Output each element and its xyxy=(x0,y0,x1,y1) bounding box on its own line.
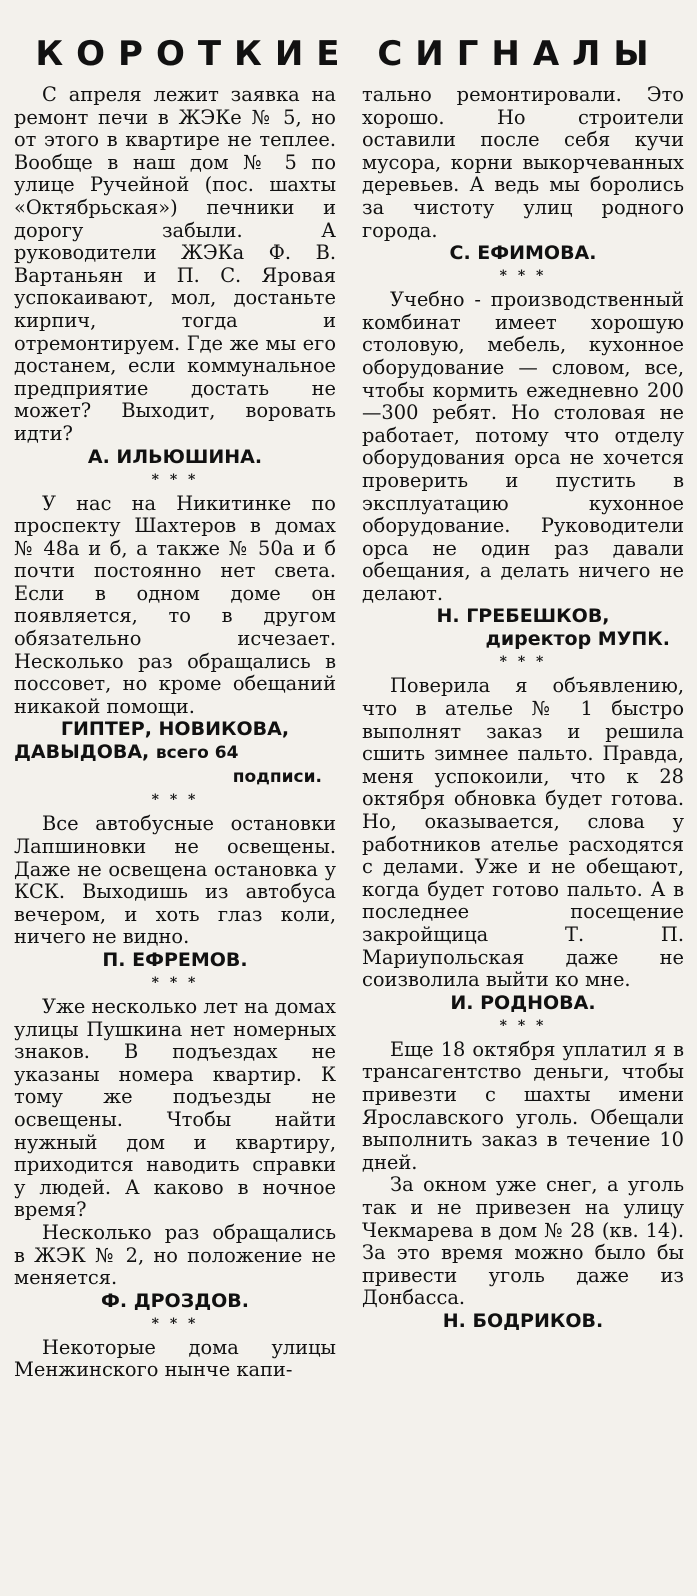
separator-stars: * * * xyxy=(499,268,547,285)
signature: Ф. ДРОЗДОВ. xyxy=(101,1289,249,1312)
article-nomera xyxy=(14,996,336,1313)
separator-stars: * * * xyxy=(499,654,547,671)
article-svet xyxy=(14,493,336,790)
separator-stars: * * * xyxy=(499,1017,547,1034)
signature: ГИПТЕР, НОВИКОВА, xyxy=(60,718,290,741)
article-text: Поверила я объявлению, что в ателье № 1 быстро выполнят заказ и решила сшить зимнее пальто. Правда, меня успокоили, что к 28 октября обновка будет готова. Но, оказывается, слова у работников ателье расходятся с делами. Уже и не обещают, когда будет готово пальто. А в последнее посещение закройщица Т. П. Мариупольская даже не соизволила выйти ко мне. xyxy=(362,674,684,992)
signature: Н. БОДРИКОВ. xyxy=(442,1309,604,1332)
article-text: С апреля лежит заявка на ремонт печи в ЖЭКе № 5, но от этого в квартире не теплее. Вообще в наш дом № 5 по улице Ручейной (пос. шахты «Октябрьская») печники и дорогу забыли. А руководители ЖЭКа Ф. В. Вартаньян и П. С. Яровая успокаивают, мол, достаньте кирпич, тогда и отремонтируем. Где же мы его достанем, если коммунальное предприятие достать не может? Выходит, воровать идти? xyxy=(14,83,336,445)
article-pechi xyxy=(14,84,336,469)
separator-stars: * * * xyxy=(151,1315,199,1332)
article-ugol xyxy=(362,1039,684,1333)
separator-stars: * * * xyxy=(151,975,199,991)
signature: П. ЕФРЕМОВ. xyxy=(102,949,248,971)
article-text: Уже несколько лет на домах улицы Пушкина нет номерных знаков. В подъездах не указаны номера квартир. К тому же подъезды не освещены. Чтобы найти нужный дом и квартиру, приходится наводить справки у людей. А каково в ночное время? xyxy=(14,995,336,1222)
article-text: Учебно - производственный комбинат имеет хорошую столовую, мебель, кухонное оборудование — словом, все, чтобы кормить ежедневно 200—300 ребят. Но столовая не работает, потому что отделу оборудования орса не хочется проверить и пустить в эксплуатацию кухонное оборудование. Руководители орса не один раз давали обещания, а делать ничего не делают. xyxy=(362,288,684,605)
signature-names: ДАВЫДОВА, xyxy=(14,741,150,764)
signature: С. ЕФИМОВА. xyxy=(449,242,597,265)
article-text: Некоторые дома улицы Менжинского нынче капи- xyxy=(14,1335,336,1382)
signature-note: всего 64 xyxy=(155,743,239,764)
left-column xyxy=(14,84,336,1382)
signature-note: подписи. xyxy=(232,767,322,788)
article-stolovaya xyxy=(362,289,684,651)
article-menzhinskogo-cont xyxy=(362,84,684,265)
signature-line xyxy=(14,765,336,789)
article-text: Все автобусные остановки Лапшиновки не освещены. Даже не освещена остановка у КСК. Выходишь из автобуса вечером, и хоть глаз коли, ничего не видно. xyxy=(14,812,336,949)
article-text: За окном уже снег, а уголь так и не привезен на улицу Чекмарева в дом № 28 (кв. 14). За это время можно было бы привести уголь даже из Донбасса. xyxy=(362,1173,684,1310)
signature-role: директор МУПК. xyxy=(485,628,670,651)
article-text: У нас на Никитинке по проспекту Шахтеров в домах № 48а и б, а также № 50а и б почти постоянно нет света. Если в одном доме он появляется, то в другом обязательно исчезает. Несколько раз обращались в поссовет, но кроме обещаний никакой помощи. xyxy=(14,491,336,718)
article-text: тально ремонтировали. Это хорошо. Но строители оставили после себя кучи мусора, корни выкорчеванных деревьев. А ведь мы боролись за чистоту улиц родного города. xyxy=(362,83,684,242)
article-text: Несколько раз обращались в ЖЭК № 2, но положение не меняется. xyxy=(14,1220,336,1290)
headline: КОРОТКИЕ СИГНАЛЫ xyxy=(35,34,662,74)
separator-stars: * * * xyxy=(151,792,199,809)
signature: Н. ГРЕБЕШКОВ, xyxy=(436,605,610,628)
article-atele xyxy=(362,675,684,1014)
article-menzhinskogo xyxy=(14,1337,336,1382)
signature: И. РОДНОВА. xyxy=(450,991,596,1014)
signature: А. ИЛЬЮШИНА. xyxy=(87,445,263,468)
article-text: Еще 18 октября уплатил я в трансагентство деньги, чтобы привезти с шахты имени Ярославского уголь. Обещали выполнить заказ в течение 10 дней. xyxy=(362,1037,684,1174)
article-ostanovki xyxy=(14,813,336,972)
signature-line xyxy=(14,741,336,765)
right-column xyxy=(362,84,684,1333)
separator-stars: * * * xyxy=(151,471,199,488)
